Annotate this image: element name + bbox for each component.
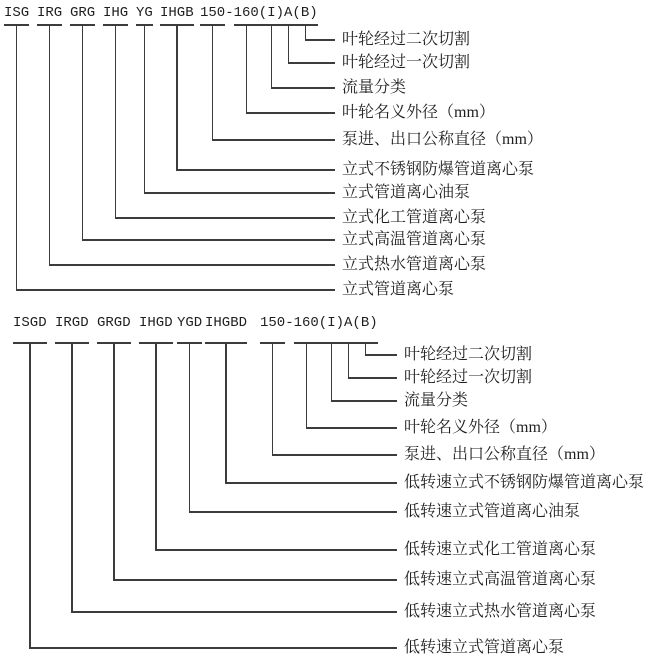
model-part-label: 低转速立式热水管道离心泵: [404, 603, 597, 620]
connector-horizontal-line: [176, 169, 335, 171]
model-code-token: GRG: [70, 5, 96, 21]
connector-horizontal-line: [212, 139, 335, 141]
connector-horizontal-line: [155, 549, 397, 551]
connector-horizontal-line: [16, 289, 335, 291]
model-code-token: GRGD: [97, 315, 131, 331]
model-code-token: IHG: [103, 5, 129, 21]
model-part-label: 立式化工管道离心泵: [342, 209, 487, 226]
connector-vertical-line: [29, 344, 31, 649]
model-part-label: 立式管道离心泵: [342, 281, 455, 298]
model-part-label: 低转速立式管道离心泵: [404, 639, 565, 656]
connector-vertical-line: [82, 26, 84, 241]
connector-horizontal-line: [288, 62, 335, 64]
model-code-token: IHGB: [160, 5, 194, 21]
model-part-label: 叶轮经过二次切割: [342, 31, 471, 48]
model-code-token: 150-160(I)A(B): [200, 5, 318, 21]
model-part-label: 立式不锈钢防爆管道离心泵: [342, 161, 535, 178]
model-part-label: 叶轮名义外径（mm）: [342, 104, 495, 121]
model-code-token: 150-160(I)A(B): [260, 315, 378, 331]
connector-horizontal-line: [113, 579, 397, 581]
model-part-label: 叶轮名义外径（mm）: [404, 419, 557, 436]
connector-horizontal-line: [29, 647, 397, 649]
model-code-token: YG: [136, 5, 153, 21]
connector-horizontal-line: [225, 482, 397, 484]
model-part-label: 流量分类: [404, 392, 469, 409]
model-code-token: IHGD: [139, 315, 173, 331]
connector-horizontal-line: [246, 112, 336, 114]
connector-horizontal-line: [49, 264, 335, 266]
connector-vertical-line: [271, 26, 273, 89]
model-part-label: 立式管道离心油泵: [342, 184, 471, 201]
connector-horizontal-line: [305, 39, 336, 41]
connector-horizontal-line: [115, 217, 335, 219]
connector-vertical-line: [288, 26, 290, 64]
connector-vertical-line: [306, 344, 308, 429]
model-code-token: ISGD: [13, 315, 47, 331]
connector-horizontal-line: [71, 611, 397, 613]
connector-horizontal-line: [272, 454, 397, 456]
connector-vertical-line: [155, 344, 157, 551]
connector-vertical-line: [113, 344, 115, 581]
connector-horizontal-line: [271, 87, 335, 89]
model-part-label: 泵进、出口公称直径（mm）: [342, 131, 543, 148]
connector-vertical-line: [189, 344, 191, 513]
connector-horizontal-line: [189, 511, 397, 513]
model-part-label: 低转速立式管道离心油泵: [404, 503, 581, 520]
model-part-label: 叶轮经过一次切割: [342, 54, 471, 71]
model-code-token: IRG: [37, 5, 63, 21]
connector-vertical-line: [348, 344, 350, 379]
connector-vertical-line: [272, 344, 274, 456]
model-part-label: 低转速立式高温管道离心泵: [404, 571, 597, 588]
connector-vertical-line: [16, 26, 18, 291]
model-part-label: 立式热水管道离心泵: [342, 256, 487, 273]
model-part-label: 低转速立式化工管道离心泵: [404, 541, 597, 558]
connector-horizontal-line: [331, 400, 397, 402]
connector-vertical-line: [115, 26, 117, 219]
model-part-label: 立式高温管道离心泵: [342, 231, 487, 248]
connector-horizontal-line: [144, 192, 336, 194]
connector-horizontal-line: [348, 377, 397, 379]
model-part-label: 泵进、出口公称直径（mm）: [404, 446, 605, 463]
connector-vertical-line: [246, 26, 248, 114]
model-part-label: 流量分类: [342, 79, 407, 96]
connector-vertical-line: [212, 26, 214, 141]
connector-vertical-line: [144, 26, 146, 194]
model-part-label: 叶轮经过二次切割: [404, 346, 533, 363]
connector-horizontal-line: [365, 354, 398, 356]
connector-vertical-line: [49, 26, 51, 266]
connector-vertical-line: [176, 26, 178, 171]
model-code-token: ISG: [4, 5, 30, 21]
model-code-token: IRGD: [55, 315, 89, 331]
connector-vertical-line: [331, 344, 333, 402]
connector-vertical-line: [71, 344, 73, 613]
connector-horizontal-line: [82, 239, 335, 241]
model-part-label: 叶轮经过一次切割: [404, 369, 533, 386]
connector-horizontal-line: [306, 427, 398, 429]
model-part-label: 低转速立式不锈钢防爆管道离心泵: [404, 474, 645, 491]
connector-vertical-line: [225, 344, 227, 484]
model-code-token: YGD: [177, 315, 203, 331]
model-code-token: IHGBD: [205, 315, 248, 331]
